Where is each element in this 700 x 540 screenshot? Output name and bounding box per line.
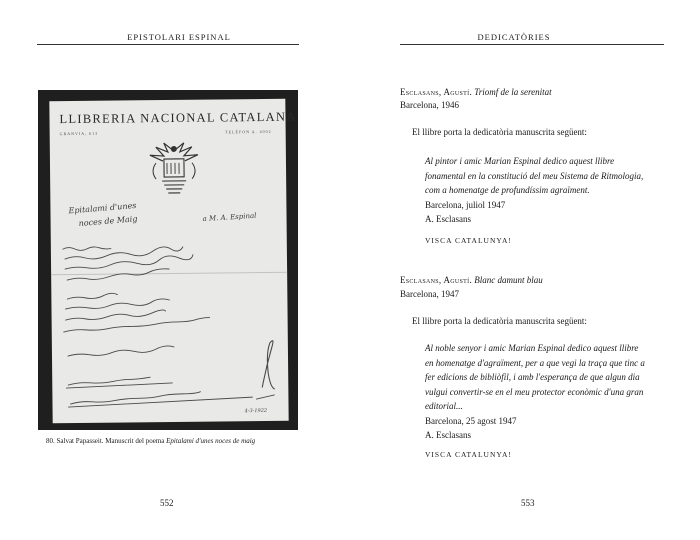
- caption-text: Salvat Papasseit. Manuscrit del poema: [56, 437, 165, 445]
- entry-author: Esclasans, Agustí.: [400, 275, 472, 285]
- dedication-line: Al noble senyor i amic Marian Espinal dedico aquest llibre: [425, 343, 639, 353]
- signature-place-date: Barcelona, 25 agost 1947: [425, 415, 517, 426]
- manuscript-photo: [38, 90, 298, 430]
- signature-name: A. Esclasans: [425, 430, 471, 440]
- entry-place-year: Barcelona, 1947: [400, 289, 459, 299]
- header-rule-left: [37, 44, 299, 45]
- handwriting-strokes: [49, 99, 288, 423]
- handwriting-line: noces de Maig: [78, 214, 138, 228]
- page-number-right: 553: [521, 498, 535, 508]
- entry-intro: El llibre porta la dedicatòria manuscrita següent:: [412, 316, 587, 326]
- letterhead-phone: TELÈFON A. 4002: [225, 128, 272, 135]
- page-number-left: 552: [160, 498, 174, 508]
- dedication-line: en homenatge d'agraïment, per a que vegi la traça que tinc a: [425, 357, 645, 368]
- dedication-line: Al pintor i amic Marian Espinal dedico aquest llibre: [425, 156, 615, 166]
- signature-name: A. Esclasans: [425, 214, 471, 224]
- closing-salutation: VISCA CATALUNYA!: [425, 450, 512, 459]
- caption-number: 80.: [46, 437, 55, 445]
- signature-place-date: Barcelona, juliol 1947: [425, 199, 506, 210]
- running-head-left: EPISTOLARI ESPINAL: [127, 32, 231, 42]
- dedication-line: vulgui convertir-se en el meu protector econòmic d'una gran: [425, 386, 644, 397]
- svg-text:4-3-1922: 4-3-1922: [244, 407, 268, 415]
- dedication-block: [425, 154, 695, 227]
- running-head-right: DEDICATÒRIES: [477, 32, 551, 42]
- handwriting-line: a M. A. Espinal: [202, 211, 257, 224]
- entry-author: Esclasans, Agustí.: [400, 87, 472, 97]
- dedication-line: fer edicions de bibliòfil, i amb l'esperança de que algun dia: [425, 372, 640, 382]
- dedication-line: fonamental en la constitució del meu Sistema de Ritmologia,: [425, 170, 644, 181]
- figure-caption: [46, 437, 255, 445]
- entry-title: Triomf de la serenitat: [474, 87, 552, 97]
- left-page: [0, 0, 340, 540]
- dedication-block: [425, 341, 695, 443]
- caption-title: Epitalami d'unes noces de maig: [166, 437, 256, 445]
- right-page: [362, 0, 700, 540]
- handwriting-line: Epitalami d'unes: [68, 200, 137, 216]
- dedication-line: editorial...: [425, 401, 463, 411]
- manuscript-sheet: [49, 99, 297, 423]
- entry-heading: [400, 86, 670, 99]
- entry-intro: El llibre porta la dedicatòria manuscrita següent:: [412, 127, 587, 137]
- entry-heading: [400, 274, 670, 287]
- closing-salutation: VISCA CATALUNYA!: [425, 236, 512, 245]
- letterhead-name: LLIBRERIA NACIONAL CATALANA: [59, 109, 297, 127]
- dedication-line: com a homenatge de profundíssim agraïment.: [425, 185, 590, 195]
- letterhead-address: GRANVIA, 613: [59, 130, 99, 137]
- header-rule-right: [400, 44, 664, 45]
- entry-place-year: Barcelona, 1946: [400, 100, 459, 110]
- entry-title: Blanc damunt blau: [474, 275, 543, 285]
